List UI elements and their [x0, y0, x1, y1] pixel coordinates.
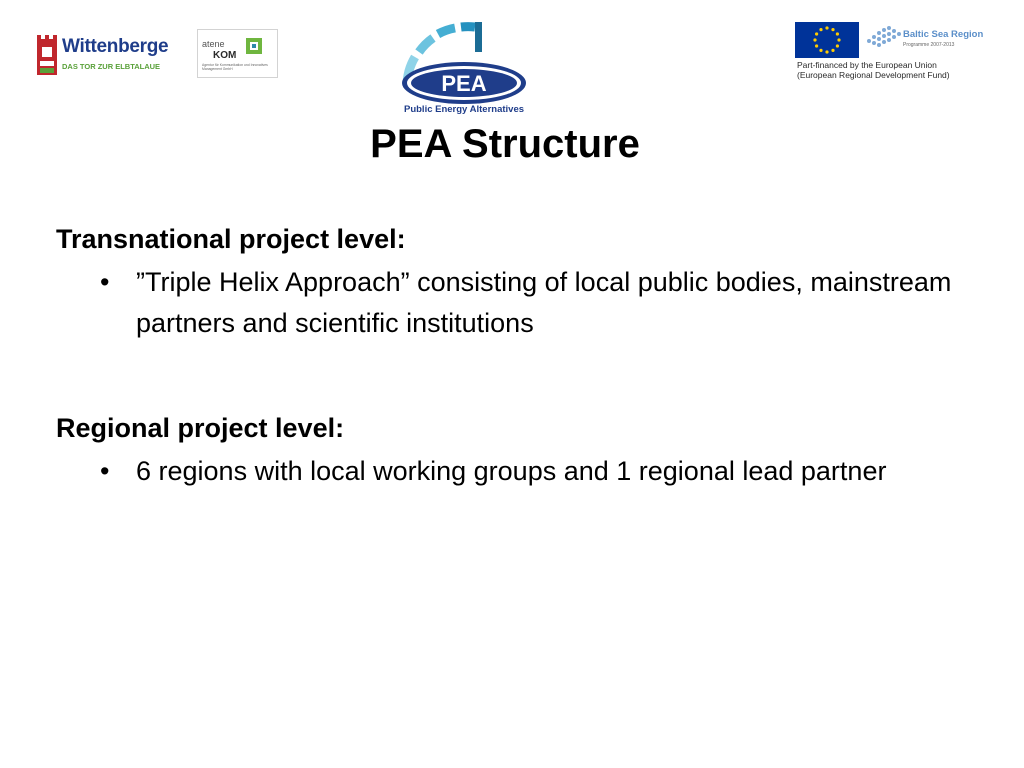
programme-label: Programme 2007-2013 — [903, 42, 955, 48]
atene-kom-logo — [197, 29, 278, 78]
pea-subtitle: Public Energy Alternatives — [403, 104, 525, 115]
baltic-dots-icon — [865, 23, 901, 53]
eu-funding-line-2: (European Regional Development Fund) — [797, 70, 950, 80]
eu-baltic-logo — [795, 22, 990, 82]
section-heading: Regional project level: — [56, 413, 345, 443]
atene-label: atene — [202, 39, 225, 49]
eu-flag-icon — [795, 22, 859, 58]
pea-emblem-icon — [395, 20, 533, 104]
pea-logo — [395, 20, 533, 118]
kom-label: KOM — [213, 50, 237, 61]
regional-section — [56, 409, 996, 492]
baltic-sea-region-label: Baltic Sea Region — [903, 29, 984, 40]
bullet-text: 6 regions with local working groups and 1 regional lead partner — [136, 456, 887, 486]
wittenberge-tagline: DAS TOR ZUR ELBTALAUE — [62, 62, 161, 71]
bullet-item — [56, 262, 996, 344]
bullet-dot-icon: • — [100, 456, 110, 486]
wittenberge-crest-icon — [36, 33, 58, 77]
atene-square-icon — [243, 35, 265, 57]
transnational-section — [56, 220, 996, 344]
bullet-dot-icon: • — [100, 267, 110, 297]
wittenberge-logo — [36, 33, 186, 79]
atene-subtitle: Agentur für Kommunikation und Innovatives Management GmbH — [202, 63, 268, 71]
section-heading: Transnational project level: — [56, 224, 406, 254]
pea-acronym: PEA — [441, 71, 487, 96]
bullet-text: ”Triple Helix Approach” consisting of local public bodies, mainstream partners and scientific institutions — [136, 267, 952, 338]
bullet-item — [56, 451, 996, 492]
wittenberge-name: Wittenberge — [62, 36, 169, 57]
baltic-sea-brand — [865, 23, 989, 57]
eu-funding-line-1: Part-financed by the European Union — [797, 60, 937, 70]
slide-title: PEA Structure — [370, 122, 640, 166]
